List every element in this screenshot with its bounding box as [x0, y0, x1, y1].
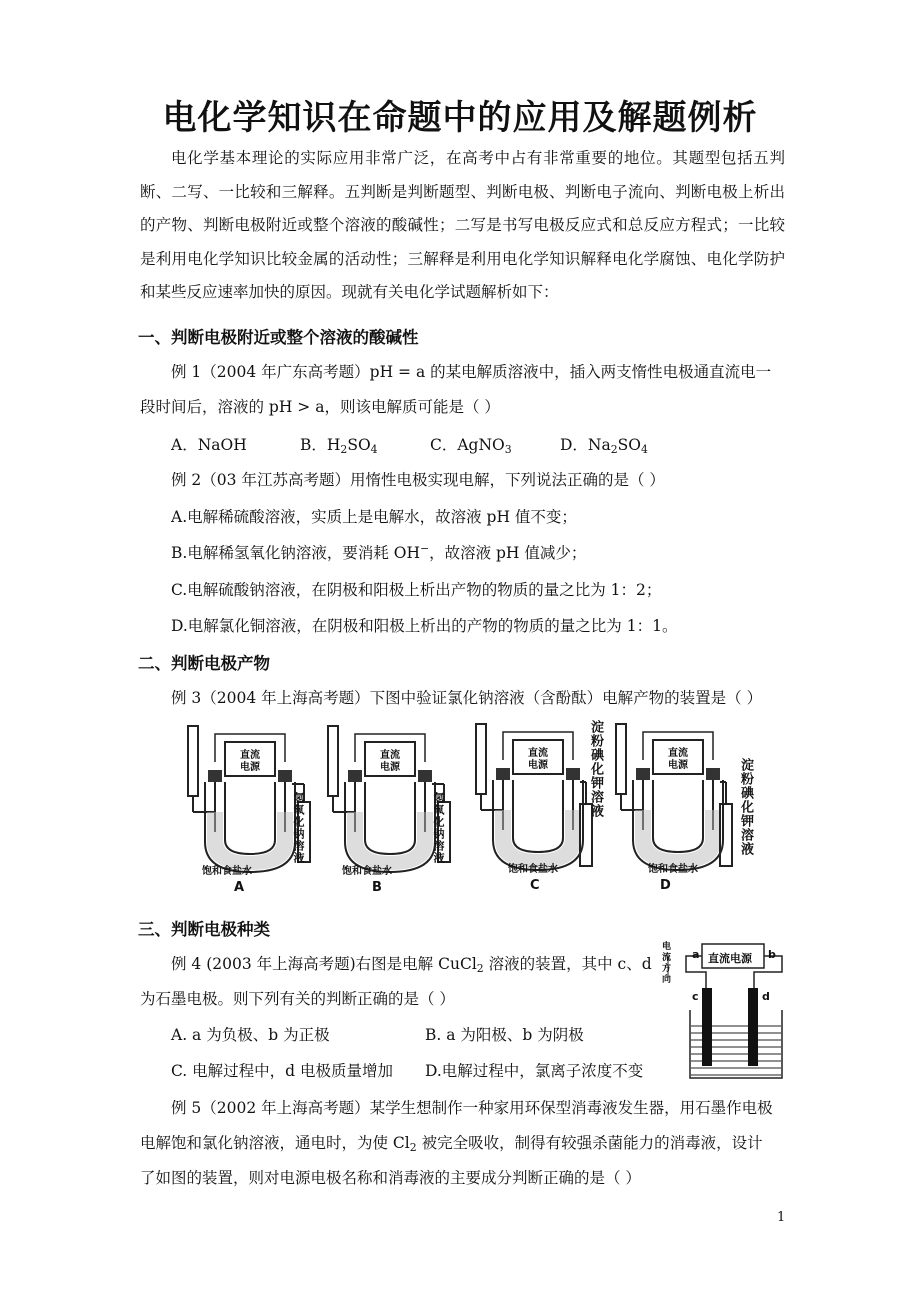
- apparatus-c-brine: 饱和食盐水: [508, 864, 558, 875]
- ex3-stem: 例 3（2004 年上海高考题）下图中验证氯化钠溶液（含酚酞）电解产物的装置是（ ）: [171, 689, 763, 707]
- ex2-option-c: C.电解硫酸钠溶液，在阴极和阳极上析出产物的物质的量之比为 1：2；: [171, 581, 662, 599]
- section-heading-1: 一、判断电极附近或整个溶液的酸碱性: [138, 328, 419, 347]
- apparatus-c-power: 直流 电源: [528, 748, 548, 771]
- apparatus-b-label: B: [372, 880, 382, 895]
- ex1-option-c: C．AgNO$_3$: [430, 436, 512, 456]
- ex4-option-b: B. a 为阳极、b 为阴极: [425, 1026, 584, 1044]
- apparatus-a-brine: 饱和食盐水: [202, 866, 252, 877]
- ex1-stem-line1: 例 1（2004 年广东高考题）pH = a 的某电解质溶液中，插入两支惰性电极通直流电一: [171, 363, 772, 381]
- ex1-option-d: D．$Na_2SO_4$: [560, 436, 648, 456]
- ex1-stem-line2: 段时间后，溶液的 pH > a，则该电解质可能是（ ）: [140, 398, 500, 416]
- apparatus-b-brine: 饱和食盐水: [342, 866, 392, 877]
- section-heading-3: 三、判断电极种类: [138, 920, 270, 939]
- ex4-stem-line2: 为石墨电极。则下列有关的判断正确的是（ ）: [140, 990, 455, 1008]
- apparatus-c: [468, 718, 608, 902]
- apparatus-d-brine: 饱和食盐水: [648, 864, 698, 875]
- cucl2-current-direction: 电流方向: [662, 942, 672, 985]
- ex5-stem-line3: 了如图的装置，则对电源电极名称和消毒液的主要成分判断正确的是（ ）: [140, 1169, 641, 1187]
- page-number: 1: [777, 1210, 786, 1225]
- ex4-option-d: D.电解过程中，氯离子浓度不变: [425, 1062, 644, 1080]
- apparatus-c-solution: 淀粉碘化钾溶液: [588, 720, 603, 818]
- cucl2-label-c: c: [692, 990, 699, 1003]
- ex1-option-b: B．$H_2SO_4$: [300, 436, 378, 456]
- cucl2-power-label: 直流电源: [708, 952, 752, 965]
- ex2-stem: 例 2（03 年江苏高考题）用惰性电极实现电解，下列说法正确的是（ ）: [171, 471, 665, 489]
- apparatus-d-label: D: [660, 878, 671, 893]
- ex4-stem-line1: 例 4 (2003 年上海高考题)右图是电解 CuCl$_2$ 溶液的装置，其中 c、d: [171, 955, 652, 975]
- apparatus-a-solution: 氢氧化钠溶液: [292, 792, 305, 864]
- apparatus-a: [180, 722, 320, 902]
- apparatus-a-power: 直流 电源: [240, 750, 260, 773]
- apparatus-c-label: C: [530, 878, 540, 893]
- ex4-option-c: C. 电解过程中，d 电极质量增加: [171, 1062, 394, 1080]
- apparatus-b-solution: 氢氧化钠溶液: [432, 792, 445, 864]
- ex5-stem-line2: 电解饱和氯化钠溶液，通电时，为使 $Cl_2$ 被完全吸收，制得有较强杀菌能力的消毒液，设计: [140, 1134, 763, 1154]
- ex1-option-a: A．NaOH: [171, 436, 247, 454]
- apparatus-b-power: 直流 电源: [380, 750, 400, 773]
- intro-paragraph: 电化学基本理论的实际应用非常广泛，在高考中占有非常重要的地位。其题型包括五判断、二写、一比较和三解释。五判断是判断题型、判断电极、判断电子流向、判断电极上析出的产物、判断电极附近或整个溶液的酸碱性；二写是书写电极反应式和总反应方程式；一比较是利用电化学知识比较金属的活动性；三解释是利用电化学知识解释电化学腐蚀、电化学防护和某些反应速率加快的原因。现就有关电化学试题解析如下：: [140, 149, 785, 301]
- ex4-option-a: A. a 为负极、b 为正极: [171, 1026, 330, 1044]
- ex2-option-b: B.电解稀氢氧化钠溶液，要消耗 OH−，故溶液 pH 值减少；: [171, 541, 587, 562]
- ex2-option-a: A.电解稀硫酸溶液，实质上是电解水，故溶液 pH 值不变；: [171, 508, 577, 526]
- apparatus-b: [320, 722, 460, 902]
- cucl2-label-a: a: [692, 948, 700, 961]
- apparatus-d-power: 直流 电源: [668, 748, 688, 771]
- apparatus-d-solution: 淀粉碘化钾溶液: [738, 758, 753, 856]
- cucl2-label-d: d: [762, 990, 770, 1003]
- ex2-option-d: D.电解氯化铜溶液，在阴极和阳极上析出的产物的物质的量之比为 1：1。: [171, 617, 678, 635]
- cucl2-label-b: b: [768, 948, 776, 961]
- page-title: 电化学知识在命题中的应用及解题例析: [162, 98, 758, 138]
- cucl2-electrolysis-diagram: [662, 938, 790, 1080]
- apparatus-a-label: A: [234, 880, 245, 895]
- apparatus-d: [608, 718, 758, 902]
- ex5-stem-line1: 例 5（2002 年上海高考题）某学生想制作一种家用环保型消毒液发生器，用石墨作电极: [171, 1099, 773, 1117]
- section-heading-2: 二、判断电极产物: [138, 654, 270, 673]
